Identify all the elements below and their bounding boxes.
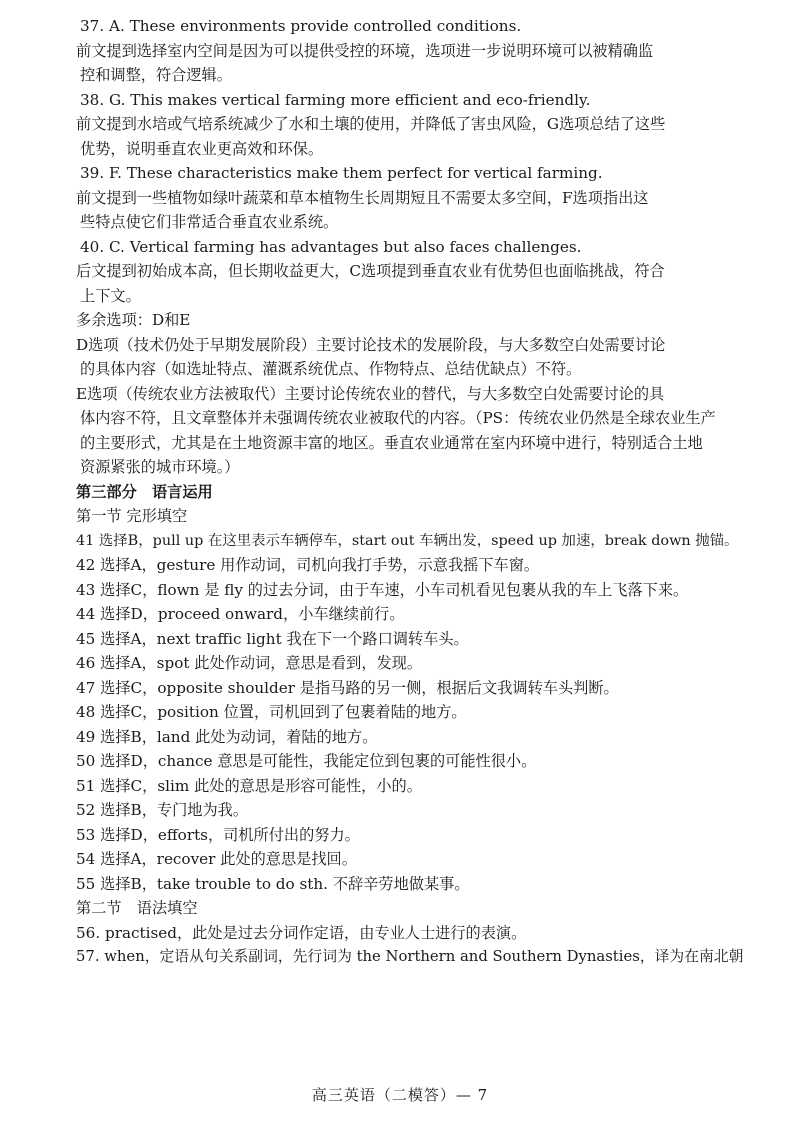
answer-42: 42 选择A，gesture 用作动词，司机向我打手势，示意我摇下车窗。 <box>76 556 540 574</box>
answer-40: 40. C. Vertical farming has advantages but also faces challenges. <box>80 237 582 256</box>
section-one-heading: 第一节 完形填空 <box>76 507 188 525</box>
option-d-line2: 的具体内容（如选址特点、灌溉系统优点、作物特点、总结优缺点）不符。 <box>80 360 582 378</box>
answer-37: 37. A. These environments provide controlled conditions. <box>80 17 522 35</box>
extra-options-heading: 多余选项：D和E <box>76 311 191 329</box>
answer-41: 41 选择B，pull up 在这里表示车辆停车，start out 车辆出发，speed up 加速，break down 抛锚。 <box>76 532 739 549</box>
explanation-39-line2: 些特点使它们非常适合垂直农业系统。 <box>80 213 339 231</box>
answer-50: 50 选择D，chance 意思是可能性，我能定位到包裹的可能性很小。 <box>76 752 537 770</box>
answer-49: 49 选择B，land 此处为动词，着陆的地方。 <box>76 727 378 746</box>
answer-38: 38. G. This makes vertical farming more efficient and eco-friendly. <box>80 90 591 109</box>
answer-46: 46 选择A，spot 此处作动词，意思是看到，发现。 <box>76 654 423 672</box>
answer-54: 54 选择A，recover 此处的意思是找回。 <box>76 850 357 868</box>
explanation-37-line1: 前文提到选择室内空间是因为可以提供受控的环境，选项进一步说明环境可以被精确监 <box>76 41 654 60</box>
answer-39: 39. F. These characteristics make them perfect for vertical farming. <box>80 164 603 182</box>
option-e-line1: E选项（传统农业方法被取代）主要讨论传统农业的替代，与大多数空白处需要讨论的具 <box>76 384 665 403</box>
option-e-line4: 资源紧张的城市环境。） <box>80 458 240 476</box>
answer-52: 52 选择B，专门地为我。 <box>76 801 249 819</box>
explanation-40-line2: 上下文。 <box>80 286 141 305</box>
answer-47: 47 选择C，opposite shoulder 是指马路的另一侧，根据后文我调转车头判断。 <box>76 678 619 697</box>
answer-44: 44 选择D，proceed onward，小车继续前行。 <box>76 605 405 623</box>
answer-53: 53 选择D，efforts，司机所付出的努力。 <box>76 825 360 844</box>
answer-45: 45 选择A，next traffic light 我在下一个路口调转车头。 <box>76 629 469 648</box>
part-three-heading: 第三部分 语言运用 <box>76 482 213 501</box>
option-e-line3: 的主要形式，尤其是在土地资源丰富的地区。垂直农业通常在室内环境中进行，特别适合土地 <box>80 433 703 452</box>
answer-56: 56. practised，此处是过去分词作定语，由专业人士进行的表演。 <box>76 923 527 942</box>
explanation-38-line1: 前文提到水培或气培系统减少了水和土壤的使用，并降低了害虫风险，G选项总结了这些 <box>76 115 666 133</box>
option-e-line2: 体内容不符，且文章整体并未强调传统农业被取代的内容。（PS：传统农业仍然是全球农业生产 <box>80 409 716 427</box>
answer-51: 51 选择C，slim 此处的意思是形容可能性，小的。 <box>76 776 422 795</box>
section-two-heading: 第二节 语法填空 <box>76 899 198 917</box>
answer-55: 55 选择B，take trouble to do sth. 不辞辛劳地做某事。 <box>76 874 470 893</box>
option-d-line1: D选项（技术仍处于早期发展阶段）主要讨论技术的发展阶段，与大多数空白处需要讨论 <box>76 335 666 354</box>
explanation-40-line1: 后文提到初始成本高，但长期收益更大，C选项提到垂直农业有优势但也面临挑战，符合 <box>76 262 665 280</box>
explanation-38-line2: 优势，说明垂直农业更高效和环保。 <box>80 139 323 158</box>
explanation-37-line2: 控和调整，符合逻辑。 <box>80 66 232 84</box>
answer-48: 48 选择C，position 位置，司机回到了包裹着陆的地方。 <box>76 703 467 721</box>
answer-explanation-page <box>76 14 744 970</box>
answer-57: 57. when，定语从句关系副词，先行词为 the Northern and Southern Dynasties，译为在南北朝 <box>76 948 744 965</box>
explanation-39-line1: 前文提到一些植物如绿叶蔬菜和草本植物生长周期短且不需要太多空间，F选项指出这 <box>76 188 649 207</box>
answer-43: 43 选择C，flown 是 fly 的过去分词，由于车速，小车司机看见包裹从我的车上飞落下来。 <box>76 580 689 599</box>
page-footer: 高三英语（二模答）— 7 <box>311 1086 489 1104</box>
